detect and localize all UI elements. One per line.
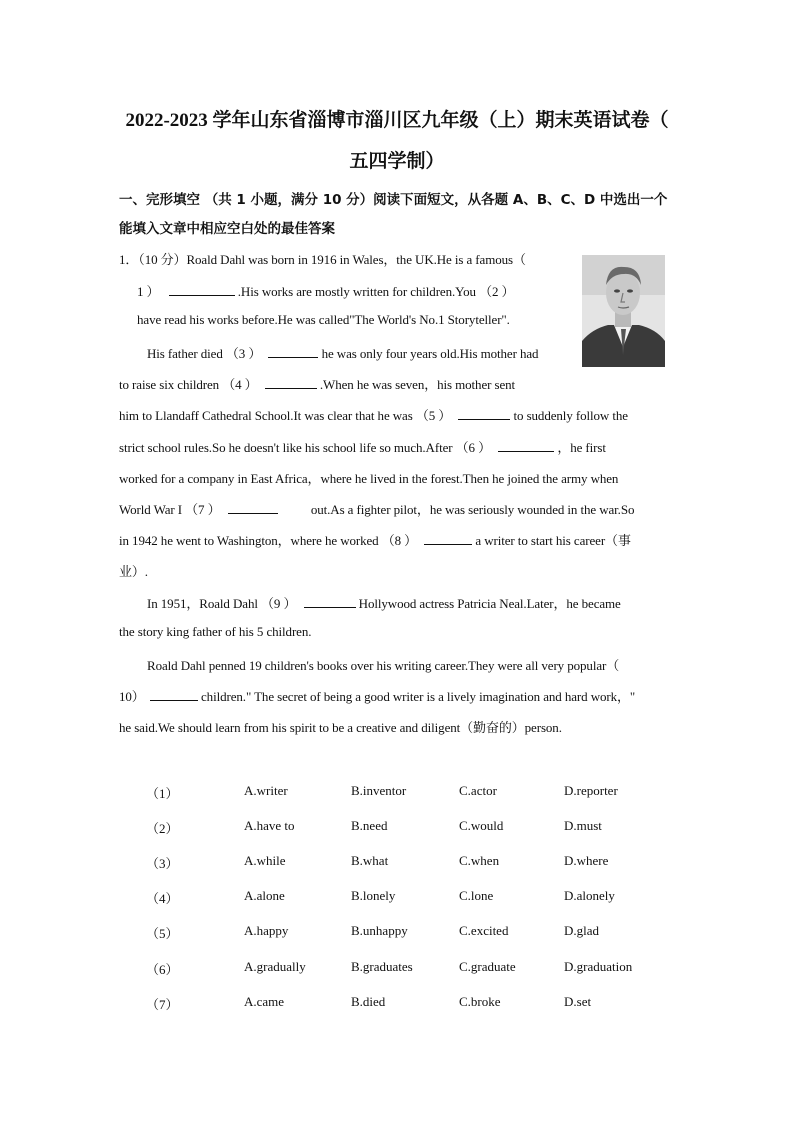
passage-line [119, 437, 606, 456]
section-heading-continued: 能填入文章中相应空白处的最佳答案 [119, 221, 335, 237]
option-a[interactable]: A.gradually [244, 959, 306, 974]
page-title-continued: 五四学制） [349, 151, 445, 172]
passage-line: 1．（10 分）Roald Dahl was born in 1916 in Wales，the UK.He is a famous（ [119, 252, 526, 267]
option-a[interactable]: A.happy [244, 923, 289, 938]
passage-text: a writer to start his career（事 [475, 533, 631, 548]
option-b[interactable]: B.what [351, 853, 389, 868]
option-c[interactable]: C.graduate [459, 959, 516, 974]
option-a[interactable]: A.writer [244, 783, 288, 798]
option-b[interactable]: B.died [351, 994, 386, 1009]
blank-10 [150, 688, 198, 701]
blank-8 [424, 532, 472, 545]
passage-line [147, 343, 538, 362]
option-a[interactable]: A.while [244, 853, 286, 868]
author-portrait-image [582, 255, 665, 367]
option-d[interactable]: D.reporter [564, 783, 618, 798]
option-number: （2） [146, 821, 179, 836]
blank-3 [268, 345, 318, 358]
passage-text: he was only four years old.His mother had [321, 346, 539, 361]
passage-text: In 1951，Roald Dahl （9 ） [147, 596, 297, 611]
option-c[interactable]: C.would [459, 818, 504, 833]
passage-text: in 1942 he went to Washington，where he worked （8 ） [119, 533, 418, 548]
blank-9 [304, 595, 356, 608]
option-number: （1） [146, 786, 179, 801]
passage-line: worked for a company in East Africa，where he lived in the forest.Then he joined the army when [119, 471, 619, 486]
passage-line: the story king father of his 5 children. [119, 624, 312, 639]
option-a[interactable]: A.have to [244, 818, 295, 833]
passage-text: World War I （7 ） [119, 502, 221, 517]
option-c[interactable]: C.when [459, 853, 500, 868]
passage-line [119, 374, 515, 393]
passage-text: to suddenly follow the [513, 408, 628, 423]
passage-line [137, 281, 567, 300]
option-c[interactable]: C.lone [459, 888, 494, 903]
passage-text: to raise six children （4 ） [119, 377, 258, 392]
passage-text: .When he was seven，his mother sent [319, 377, 516, 392]
passage-text: .His works are mostly written for children.You （2 ） [237, 284, 515, 299]
blank-1 [169, 283, 235, 296]
blank-7 [228, 501, 278, 514]
option-number: （5） [146, 926, 179, 941]
passage-line [119, 686, 635, 705]
portrait-icon [582, 255, 665, 367]
passage-text: ，he first [557, 440, 606, 455]
passage-line: he said.We should learn from his spirit to be a creative and diligent（勤奋的）person. [119, 720, 562, 735]
passage-line: have read his works before.He was called"The World's No.1 Storyteller". [137, 312, 510, 327]
option-b[interactable]: B.unhappy [351, 923, 408, 938]
option-d[interactable]: D.must [564, 818, 602, 833]
option-d[interactable]: D.set [564, 994, 592, 1009]
passage-line: Roald Dahl penned 19 children's books over his writing career.They were all very popular（ [147, 658, 620, 673]
option-number: （7） [146, 997, 179, 1012]
option-b[interactable]: B.need [351, 818, 388, 833]
blank-5 [458, 407, 510, 420]
passage-text: 10） [119, 689, 145, 704]
option-number: （4） [146, 891, 179, 906]
option-c[interactable]: C.broke [459, 994, 501, 1009]
option-d[interactable]: D.where [564, 853, 609, 868]
option-b[interactable]: B.lonely [351, 888, 396, 903]
option-c[interactable]: C.excited [459, 923, 509, 938]
option-d[interactable]: D.glad [564, 923, 600, 938]
blank-4 [265, 376, 317, 389]
option-b[interactable]: B.graduates [351, 959, 413, 974]
passage-text: His father died （3 ） [147, 346, 262, 361]
page-title: 2022-2023 学年山东省淄博市淄川区九年级（上）期末英语试卷（ [125, 110, 669, 131]
passage-text: 1 ） [137, 284, 160, 299]
passage-text: him to Llandaff Cathedral School.It was clear that he was （5 ） [119, 408, 452, 423]
option-b[interactable]: B.inventor [351, 783, 407, 798]
section-heading: 一、完形填空 （共 1 小题，满分 10 分）阅读下面短文，从各题 A、B、C、D 中选出一个 [119, 192, 668, 208]
option-c[interactable]: C.actor [459, 783, 497, 798]
passage-text: children." The secret of being a good writer is a lively imagination and hard work，" [201, 689, 636, 704]
blank-6 [498, 439, 554, 452]
option-d[interactable]: D.alonely [564, 888, 615, 903]
passage-text: strict school rules.So he doesn't like his school life so much.After （6 ） [119, 440, 491, 455]
option-a[interactable]: A.alone [244, 888, 285, 903]
option-number: （3） [146, 856, 179, 871]
option-d[interactable]: D.graduation [564, 959, 633, 974]
passage-text: out.As a fighter pilot，he was seriously wounded in the war.So [310, 502, 635, 517]
passage-line [119, 530, 631, 549]
option-number: （6） [146, 962, 179, 977]
passage-line: 业）. [119, 564, 148, 579]
passage-line [119, 405, 628, 424]
option-a[interactable]: A.came [244, 994, 285, 1009]
passage-line [119, 499, 634, 518]
passage-line [147, 593, 621, 612]
passage-text: Hollywood actress Patricia Neal.Later，he became [358, 596, 621, 611]
